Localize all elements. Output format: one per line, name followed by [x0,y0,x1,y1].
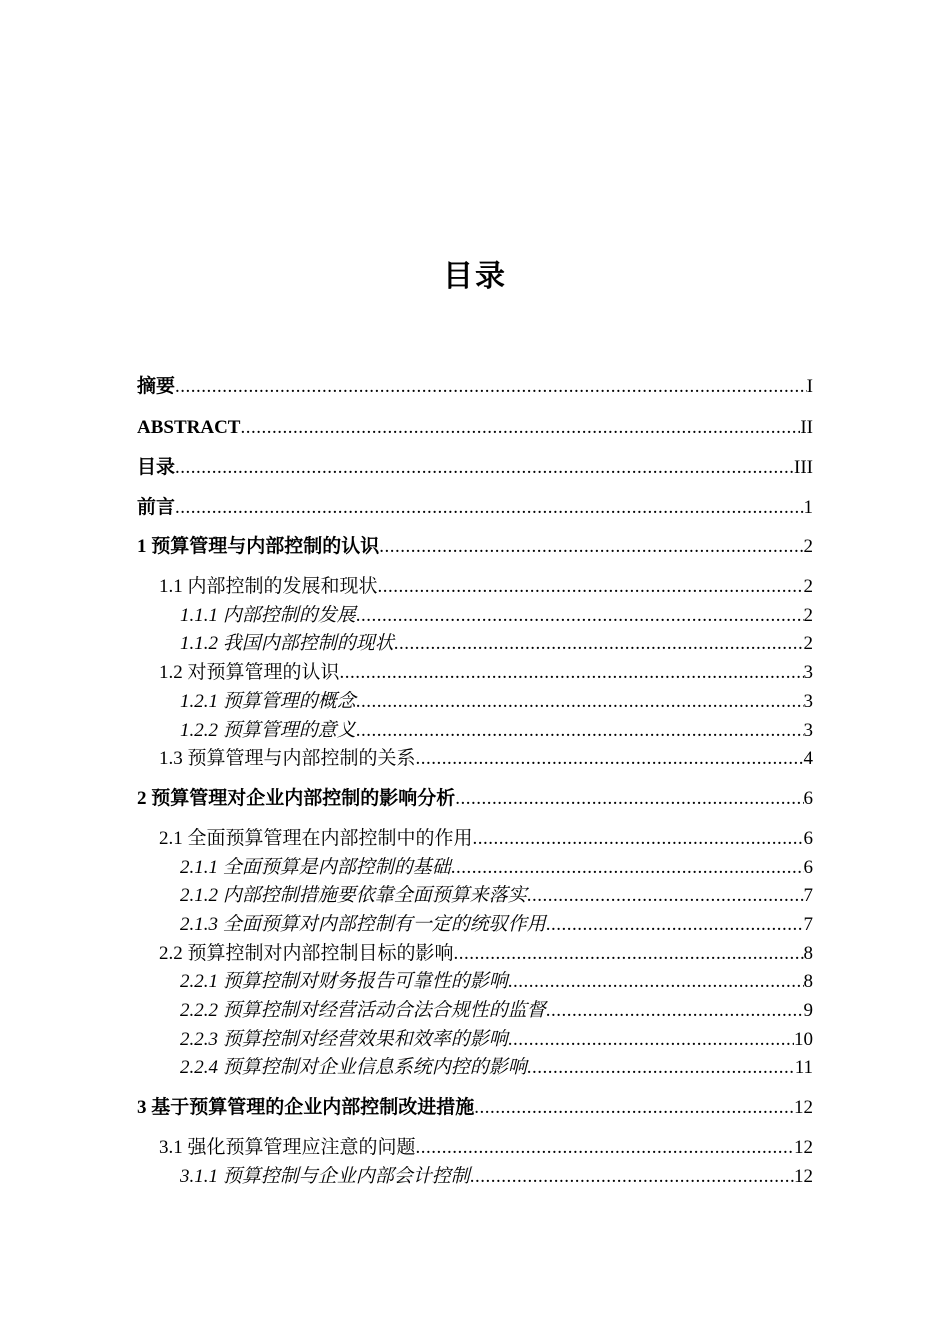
toc-entry-section-1-2-1[interactable] [180,687,813,717]
toc-entry-label: 前言 [137,497,176,518]
dot-leader [546,910,804,940]
toc-entry-page: 6 [803,857,813,878]
dot-leader [240,413,800,443]
dot-leader [378,572,804,602]
toc-entry-section-1-1-2[interactable] [180,629,813,659]
toc-entry-page: 2 [803,633,813,654]
dot-leader [527,881,804,911]
toc-entry-page: II [800,417,813,438]
dot-leader [527,1053,795,1083]
toc-entry-page: 2 [803,536,813,557]
dot-leader [394,629,804,659]
toc-entry-page: 1 [803,497,813,518]
toc-entry-label: 3.1.1 预算控制与企业内部会计控制 [180,1166,470,1187]
dot-leader [454,939,804,969]
toc-entry-page: III [794,457,813,478]
dot-leader [455,784,803,814]
toc-entry-section-1-2-2[interactable] [180,716,813,746]
toc-entry-section-2-2-4[interactable] [180,1053,813,1083]
toc-entry-section-2-1-3[interactable] [180,910,813,940]
dot-leader [356,601,804,631]
dot-leader [356,716,804,746]
toc-entry-page: 3 [803,662,813,683]
toc-entry-page: 6 [803,828,813,849]
toc-entry-section-3-1-1[interactable] [180,1162,813,1192]
toc-entry-label: 2.1.1 全面预算是内部控制的基础 [180,857,451,878]
toc-entry-chapter-2[interactable] [137,784,813,814]
toc-entry-page: 2 [803,576,813,597]
dot-leader [175,372,807,402]
toc-entry-section-3-1[interactable] [159,1133,813,1163]
dot-leader [416,744,804,774]
dot-leader [474,1093,794,1123]
toc-entry-label: 1.2.1 预算管理的概念 [180,691,356,712]
toc-entry-page: 4 [803,748,813,769]
dot-leader [416,1133,794,1163]
toc-entry-label: 3.1 强化预算管理应注意的问题 [159,1137,416,1158]
toc-entry-label: 2.2.3 预算控制对经营效果和效率的影响 [180,1029,508,1050]
toc-entry-page: 3 [803,691,813,712]
toc-entry-contents[interactable] [137,453,813,483]
toc-entry-section-1-1[interactable] [159,572,813,602]
toc-entry-section-2-2-3[interactable] [180,1025,813,1055]
dot-leader [508,967,804,997]
dot-leader [356,687,804,717]
toc-entry-label: 2.1 全面预算管理在内部控制中的作用 [159,828,473,849]
dot-leader [546,996,804,1026]
toc-entry-page: 9 [803,1000,813,1021]
toc-entry-section-2-1-2[interactable] [180,881,813,911]
toc-entry-page: 7 [803,914,813,935]
toc-entry-preface[interactable] [137,493,813,523]
toc-entry-section-1-2[interactable] [159,658,813,688]
toc-entry-label: 1.1.1 内部控制的发展 [180,605,356,626]
dot-leader [451,853,804,883]
toc-entry-section-2-2[interactable] [159,939,813,969]
toc-entry-page: 2 [803,605,813,626]
toc-entry-section-1-1-1[interactable] [180,601,813,631]
toc-entry-label: 1.2 对预算管理的认识 [159,662,340,683]
toc-entry-section-2-1-1[interactable] [180,853,813,883]
toc-entry-label: 1.1 内部控制的发展和现状 [159,576,378,597]
toc-entry-label: 2.2.2 预算控制对经营活动合法合规性的监督 [180,1000,546,1021]
toc-entry-page: 6 [803,788,813,809]
toc-entry-label: 3 基于预算管理的企业内部控制改进措施 [137,1097,475,1118]
toc-entry-page: 11 [794,1057,813,1078]
toc-entry-page: 12 [794,1097,813,1118]
page-title: 目录 [443,259,507,294]
toc-entry-label: 1 预算管理与内部控制的认识 [137,536,380,557]
toc-entry-abstract-cn[interactable] [137,372,813,402]
dot-leader [175,453,794,483]
toc-entry-page: 3 [803,720,813,741]
toc-entry-label: ABSTRACT [137,417,241,438]
toc-entry-label: 目录 [137,457,176,478]
toc-entry-section-2-2-2[interactable] [180,996,813,1026]
toc-entry-label: 2.2.4 预算控制对企业信息系统内控的影响 [180,1057,527,1078]
toc-entry-label: 2.1.3 全面预算对内部控制有一定的统驭作用 [180,914,546,935]
toc-entry-label: 2 预算管理对企业内部控制的影响分析 [137,788,456,809]
toc-entry-label: 2.2.1 预算控制对财务报告可靠性的影响 [180,971,508,992]
toc-entry-page: 10 [794,1029,813,1050]
dot-leader [175,493,803,523]
toc-entry-page: 12 [794,1137,813,1158]
toc-entry-page: 7 [803,885,813,906]
toc-entry-chapter-1[interactable] [137,532,813,562]
dot-leader [340,658,804,688]
dot-leader [473,824,804,854]
toc-entry-section-2-2-1[interactable] [180,967,813,997]
toc-entry-label: 2.1.2 内部控制措施要依靠全面预算来落实 [180,885,527,906]
toc-entry-label: 1.2.2 预算管理的意义 [180,720,356,741]
toc-entry-label: 2.2 预算控制对内部控制目标的影响 [159,943,454,964]
toc-entry-section-1-3[interactable] [159,744,813,774]
toc-entry-label: 摘要 [137,376,176,397]
dot-leader [379,532,803,562]
toc-entry-page: 8 [803,971,813,992]
toc-entry-abstract-en[interactable] [137,413,813,443]
toc-entry-label: 1.1.2 我国内部控制的现状 [180,633,394,654]
toc-entry-page: I [806,376,813,397]
toc-entry-page: 8 [803,943,813,964]
toc-entry-chapter-3[interactable] [137,1093,813,1123]
toc-entry-section-2-1[interactable] [159,824,813,854]
dot-leader [508,1025,794,1055]
dot-leader [470,1162,794,1192]
toc-entry-label: 1.3 预算管理与内部控制的关系 [159,748,416,769]
toc-entry-page: 12 [794,1166,813,1187]
